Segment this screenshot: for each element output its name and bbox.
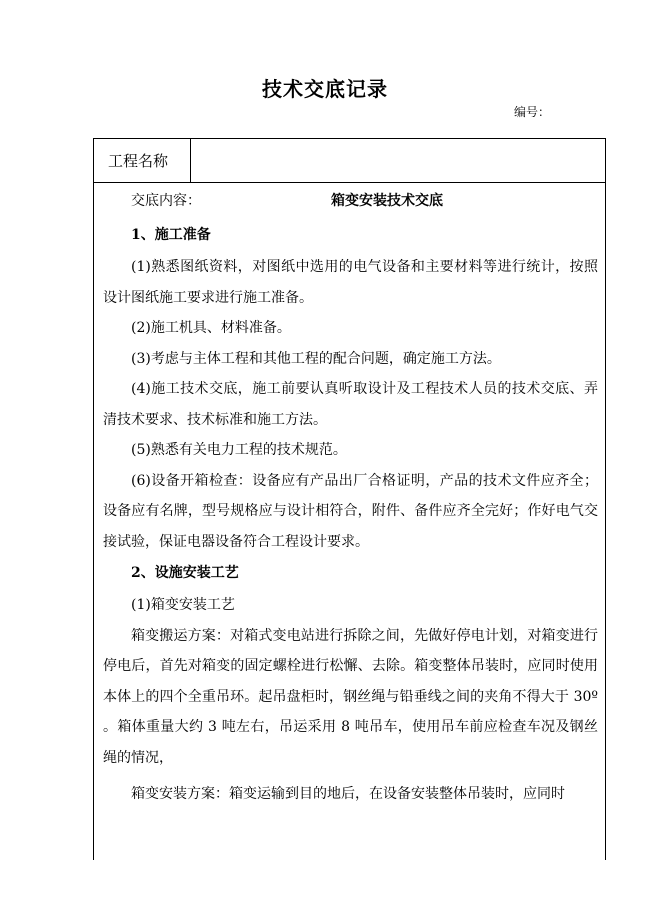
section-title: 1、施工准备 <box>131 227 211 243</box>
paragraph: 箱变搬运方案：对箱式变电站进行拆除之间，先做好停电计划，对箱变进行停电后，首先对箱变的固定螺栓进行松懈、去除。箱变整体吊装时，应同时使用本体上的四个全重吊环。起吊盘柜时，钢丝绳与铅垂线之间的夹角不得大于 30º 。箱体重量大约 3 吨左右，吊运采用 8 吨吊车，使用吊车前应检查车况及钢丝绳的情况， <box>103 627 598 766</box>
paragraph: (5)熟悉有关电力工程的技术规范。 <box>131 442 347 458</box>
paragraph: (6)设备开箱检查：设备应有产品出厂合格证明，产品的技术文件应齐全；设备应有名牌，型号规格应与设计相符合，附件、备件应齐全完好；作好电气交接试验，保证电器设备符合工程设计要求。 <box>103 472 598 550</box>
disclosure-content <box>103 183 598 810</box>
cell-divider <box>190 139 191 182</box>
paragraph: 箱变安装方案：箱变运输到目的地后，在设备安装整体吊装时，应同时 <box>131 786 565 802</box>
disclosure-label: 交底内容： <box>131 193 201 209</box>
record-table <box>93 138 606 860</box>
disclosure-topic: 箱变安装技术交底 <box>331 193 443 209</box>
document-title: 技术交底记录 <box>262 77 388 101</box>
paragraph: (1)熟悉图纸资料，对图纸中选用的电气设备和主要材料等进行统计，按照设计图纸施工要求进行施工准备。 <box>103 259 598 306</box>
project-name-label: 工程名称 <box>108 152 169 170</box>
section-title: 2、设施安装工艺 <box>131 565 239 581</box>
disclosure-header <box>103 183 598 219</box>
paragraph: (3)考虑与主体工程和其他工程的配合问题，确定施工方法。 <box>131 350 501 367</box>
paragraph: (4)施工技术交底，施工前要认真听取设计及工程技术人员的技术交底、弄清技术要求、技术标准和施工方法。 <box>103 381 598 428</box>
document-number-label: 编号： <box>514 105 551 119</box>
project-name-row <box>94 139 605 183</box>
paragraph: (2)施工机具、材料准备。 <box>131 320 291 336</box>
subsection-title: (1)箱变安装工艺 <box>131 597 235 613</box>
